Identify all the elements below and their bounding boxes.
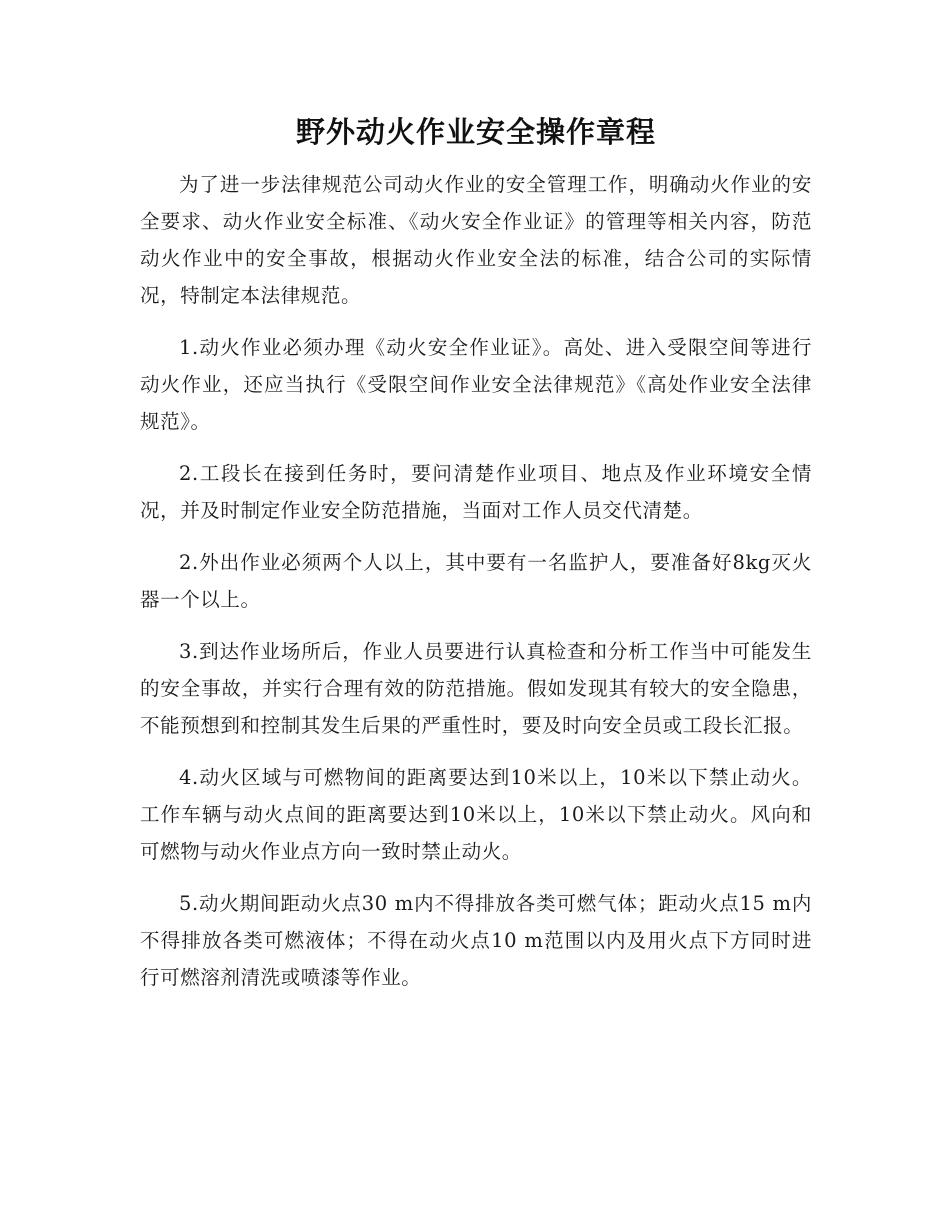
intro-paragraph: 为了进一步法律规范公司动火作业的安全管理工作，明确动火作业的安全要求、动火作业安全标准、《动火安全作业证》的管理等相关内容，防范动火作业中的安全事故，根据动火作业安全法的标准，结合公司的实际情况，特制定本法律规范。 bbox=[140, 173, 812, 307]
rule-paragraph-4: 4.动火区域与可燃物间的距离要达到10米以上，10米以下禁止动火。工作车辆与动火点间的距离要达到10米以上，10米以下禁止动火。风向和可燃物与动火作业点方向一致时禁止动火。 bbox=[140, 766, 812, 863]
rule-paragraph-3: 3.到达作业场所后，作业人员要进行认真检查和分析工作当中可能发生的安全事故，并实行合理有效的防范措施。假如发现其有较大的安全隐患，不能预想到和控制其发生后果的严重性时，要及时向安全员或工段长汇报。 bbox=[140, 640, 812, 737]
rule-paragraph-2a: 2.工段长在接到任务时，要问清楚作业项目、地点及作业环境安全情况，并及时制定作业安全防范措施，当面对工作人员交代清楚。 bbox=[140, 462, 812, 522]
rule-paragraph-5: 5.动火期间距动火点30 m内不得排放各类可燃气体；距动火点15 m内不得排放各类可燃液体；不得在动火点10 m范围以内及用火点下方同时进行可燃溶剂清洗或喷漆等作业。 bbox=[140, 892, 812, 989]
document-title: 野外动火作业安全操作章程 bbox=[295, 115, 656, 149]
rule-paragraph-1: 1.动火作业必须办理《动火安全作业证》。高处、进入受限空间等进行动火作业，还应当执行《受限空间作业安全法律规范》《高处作业安全法律规范》。 bbox=[140, 336, 812, 433]
rule-paragraph-2b: 2.外出作业必须两个人以上，其中要有一名监护人，要准备好8kg灭火器一个以上。 bbox=[140, 551, 812, 611]
document-page bbox=[140, 110, 812, 1011]
